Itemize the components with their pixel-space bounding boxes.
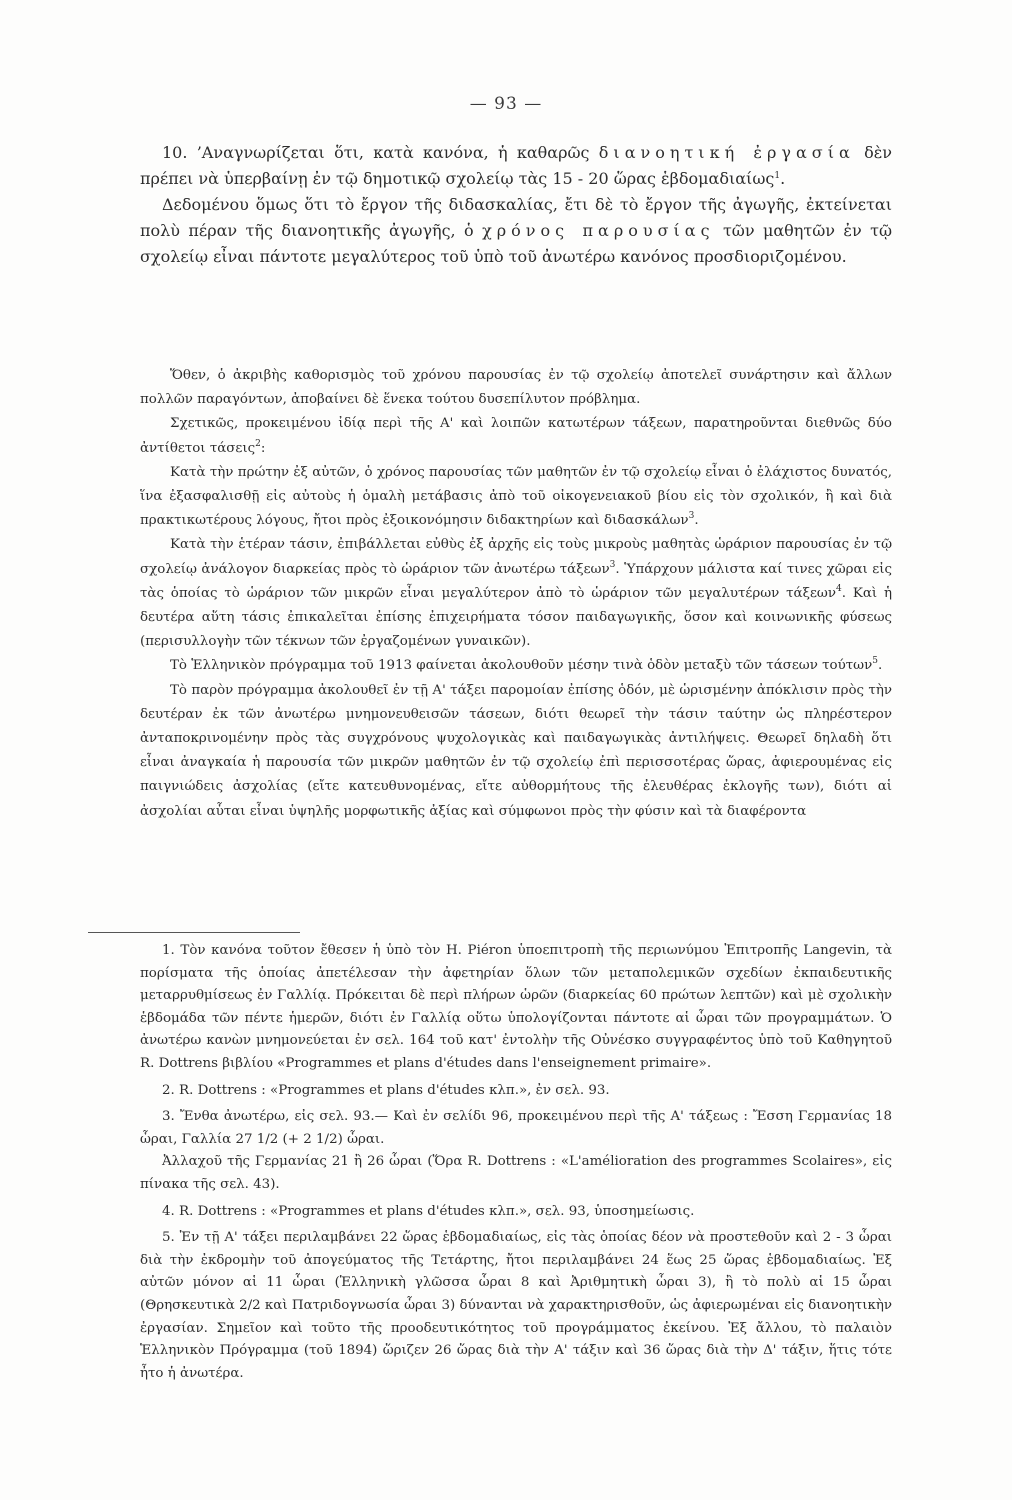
- footnote-ref-4[interactable]: 4: [835, 583, 842, 594]
- small-paragraph-6: Τὸ παρὸν πρόγραμμα ἀκολουθεῖ ἐν τῇ Α' τάξει παρομοίαν ἐπίσης ὁδόν, μὲ ὡρισμένην ἀπόκλισιν πρὸς τὴν δευτέραν ἐκ τῶν ἀνωτέρω μνημονευθεισῶν τάσεων, διότι θεωρεῖ τὴν τάσιν ταύτην ὡς πληρέστερον ἀνταποκρινομένην πρὸς τὰς συγχρόνους ψυχολογικὰς καὶ παιδαγωγικὰς ἀντιλήψεις. Θεωρεῖ δηλαδὴ ὅτι εἶναι ἀναγκαία ἡ παρουσία τῶν μικρῶν μαθητῶν ἐν τῷ σχολείῳ ἐπὶ περισσοτέρας ὥρας, ἀφιερουμένας εἰς παιγνιώδεις ἀσχολίας (εἴτε κατευθυνομένας, εἴτε αὐθορμήτους τῆς ἐλευθέρας ἐκλογῆς των), διότι αἱ ἀσχολίαι αὗται εἶναι ὑψηλῆς μορφωτικῆς ἀξίας καὶ σύμφωνοι πρὸς τὴν φύσιν καὶ τὰ διαφέροντα: [140, 682, 892, 819]
- footnote-4: 4. R. Dottrens : «Programmes et plans d'études κλπ.», σελ. 93, ὑποσημείωσις.: [162, 1203, 695, 1219]
- page-number: — 93 —: [469, 94, 543, 114]
- footnote-ref-5[interactable]: 5: [872, 656, 878, 667]
- footnote-2: 2. R. Dottrens : «Programmes et plans d'études κλπ.», ἐν σελ. 93.: [162, 1082, 610, 1098]
- footnote-5: 5. Ἐν τῇ Α' τάξει περιλαμβάνει 22 ὥρας ἑβδομαδιαίως, εἰς τὰς ὁποίας δέον νὰ προστεθοῦν καὶ 2 - 3 ὧραι διὰ τὴν ἐκδρομὴν τοῦ ἀπογεύματος τῆς Τετάρτης, ἤτοι περιλαμβάνει 24 ἕως 25 ὥρας ἑβδομαδιαίως. Ἐξ αὐτῶν μόνον αἱ 11 ὧραι (Ἑλληνικὴ γλῶσσα ὧραι 8 καὶ Ἀριθμητικὴ ὧραι 3), ἢ τὸ πολὺ αἱ 15 ὧραι (Θρησκευτικὰ 2/2 καὶ Πατριδογνωσία ὧραι 3) δύνανται νὰ χαρακτηρισθοῦν, ὡς ἀφιερωμέναι εἰς διανοητικὴν ἐργασίαν. Σημεῖον καὶ τοῦτο τῆς προοδευτικότητος τοῦ προγράμματος ἐκείνου. Ἐξ ἄλλου, τὸ παλαιὸν Ἑλληνικὸν Πρόγραμμα (τοῦ 1894) ὥριζεν 26 ὥρας διὰ τὴν Α' τάξιν καὶ 36 ὥρας διὰ τὴν Δ' τάξιν, ἥτις τότε ἦτο ἡ ἀνωτέρα.: [140, 1230, 892, 1381]
- small-paragraph-3: [140, 461, 892, 534]
- emphasis-presence-time: χρόνος παρουσίας: [482, 221, 715, 240]
- footnote-3-continued: Ἀλλαχοῦ τῆς Γερμανίας 21 ἢ 26 ὧραι (Ὅρα R. Dottrens : «L'amélioration des programmes Scolaires», εἰς πίνακα τῆς σελ. 43).: [140, 1154, 892, 1192]
- small-paragraph-4: [140, 533, 892, 654]
- footnote-ref-3b[interactable]: 3: [609, 559, 616, 570]
- footnote-1: 1. Τὸν κανόνα τοῦτον ἔθεσεν ἡ ὑπὸ τὸν H. Piéron ὑποεπιτροπὴ τῆς περιωνύμου Ἐπιτροπῆς Langevin, τὰ πορίσματα τῆς ὁποίας ἀπετέλεσαν τὴν ἀφετηρίαν ὅλων τῶν μεταπολεμικῶν σχεδίων ἐκπαιδευτικῆς μεταρρυθμίσεως ἐν Γαλλίᾳ. Πρόκειται δὲ περὶ πλήρων ὡρῶν (διαρκείας 60 πρώτων λεπτῶν) καὶ μὲ σχολικὴν ἑβδομάδα τῶν πέντε ἡμερῶν, διότι ἐν Γαλλίᾳ οὕτω ὑπολογίζονται πάντοτε αἱ ὧραι τῶν προγραμμάτων. Ὁ ἀνωτέρω κανὼν μνημονεύεται ἐν σελ. 164 τοῦ κατ' ἐντολὴν τῆς Οὐνέσκο συγγραφέντος ὑπὸ τοῦ Καθηγητοῦ R. Dottrens βιβλίου «Programmes et plans d'études dans l'enseignement primaire».: [140, 943, 892, 1071]
- footnotes: [140, 940, 892, 1385]
- small-paragraph-5: [140, 654, 892, 678]
- footnote-divider: [88, 932, 300, 933]
- main-text: [140, 140, 892, 270]
- small-paragraph-2-end: :: [260, 440, 266, 456]
- small-paragraph-3-text: Κατὰ τὴν πρώτην ἐξ αὐτῶν, ὁ χρόνος παρουσίας τῶν μαθητῶν ἐν τῷ σχολείῳ εἶναι ὁ ἐλάχιστος δυνατός, ἵνα ἐξασφαλισθῇ εἰς αὐτοὺς ἡ ὁμαλὴ μετάβασις ἀπὸ τοῦ οἰκογενειακοῦ βίου εἰς τὸν σχολικόν, ἢ καὶ διὰ πρακτικωτέρους λόγους, ἤτοι πρὸς ἐξοικονόμησιν διδακτηρίων καὶ διδασκάλων: [140, 464, 892, 529]
- small-paragraph-4-mid: . Ὑπάρχουν μάλιστα καί τινες χῶραι εἰς τὰς ὁποίας τὸ ὡράριον τῶν μικρῶν εἶναι μεγαλύτερον ἀπὸ τὸ ὡράριον τῶν μεγαλυτέρων τάξεων: [140, 561, 892, 601]
- paragraph-presence-intro: Δεδομένου ὅμως ὅτι τὸ ἔργον τῆς διδασκαλίας, ἔτι δὲ τὸ ἔργον τῆς ἀγωγῆς, ἐκτείνεται πολὺ πέραν τῆς διανοητικῆς ἀγωγῆς, ὁ: [140, 195, 892, 240]
- footnote-ref-1[interactable]: 1: [774, 171, 781, 181]
- paragraph-10-end: .: [780, 169, 786, 188]
- emphasis-intellectual-work: διανοητική ἐργασία: [598, 143, 855, 162]
- small-paragraph-2: [140, 412, 892, 460]
- small-paragraph-5-text: Τὸ Ἑλληνικὸν πρόγραμμα τοῦ 1913 φαίνεται ἀκολουθοῦν μέσην τινὰ ὁδὸν μεταξὺ τῶν τάσεων τούτων: [170, 658, 873, 674]
- paragraph-10-intro: 10. ’Αναγνωρίζεται ὅτι, κατὰ κανόνα, ἡ καθαρῶς: [162, 143, 599, 162]
- small-paragraph-3-end: .: [694, 513, 699, 529]
- small-paragraph-1: Ὅθεν, ὁ ἀκριβὴς καθορισμὸς τοῦ χρόνου παρουσίας ἐν τῷ σχολείῳ ἀποτελεῖ συνάρτησιν καὶ ἄλλων πολλῶν παραγόντων, ἀποβαίνει δὲ ἕνεκα τούτου δυσεπίλυτον πρόβλημα.: [140, 368, 892, 408]
- small-paragraph-4-end: . Καὶ ἡ δευτέρα αὕτη τάσις ἐπικαλεῖται ἐπίσης ἐπιχειρήματα τόσον παιδαγωγικῆς, ὅσον καὶ κοινωνικῆς φύσεως (περισυλλογὴν τῶν τέκνων τῶν ἐργαζομένων γυναικῶν).: [140, 585, 892, 650]
- small-print-section: [140, 364, 892, 824]
- paragraph-10: [140, 140, 892, 192]
- small-paragraph-2-text: Σχετικῶς, προκειμένου ἰδίᾳ περὶ τῆς Α' καὶ λοιπῶν κατωτέρων τάξεων, παρατηροῦνται διεθνῶς δύο ἀντίθετοι τάσεις: [140, 416, 892, 456]
- footnote-3: 3. Ἔνθα ἀνωτέρω, εἰς σελ. 93.— Καὶ ἐν σελίδι 96, προκειμένου περὶ τῆς Α' τάξεως : Ἔσση Γερμανίας 18 ὧραι, Γαλλία 27 1/2 (+ 2 1/2) ὧραι.: [140, 1109, 892, 1147]
- paragraph-presence-time: [140, 192, 892, 270]
- footnote-ref-3[interactable]: 3: [688, 511, 695, 522]
- paragraph-presence-rest: τῶν μαθητῶν ἐν τῷ σχολείῳ εἶναι πάντοτε μεγαλύτερος τοῦ ὑπὸ τοῦ ἀνωτέρω κανόνος προσδιοριζομένου.: [140, 221, 892, 266]
- small-paragraph-4-text: Κατὰ τὴν ἑτέραν τάσιν, ἐπιβάλλεται εὐθὺς ἐξ ἀρχῆς εἰς τοὺς μικροὺς μαθητὰς ὡράριον παρουσίας ἐν τῷ σχολείῳ ἀνάλογον διαρκείας πρὸς τὸ ὡράριον τῶν ἀνωτέρω τάξεων: [140, 537, 892, 577]
- paragraph-10-rest: δὲν πρέπει νὰ ὑπερβαίνῃ ἐν τῷ δημοτικῷ σχολείῳ τὰς 15 - 20 ὥρας ἑβδομαδιαίως: [140, 143, 893, 188]
- footnote-ref-2[interactable]: 2: [255, 438, 261, 449]
- small-paragraph-5-end: .: [877, 658, 883, 674]
